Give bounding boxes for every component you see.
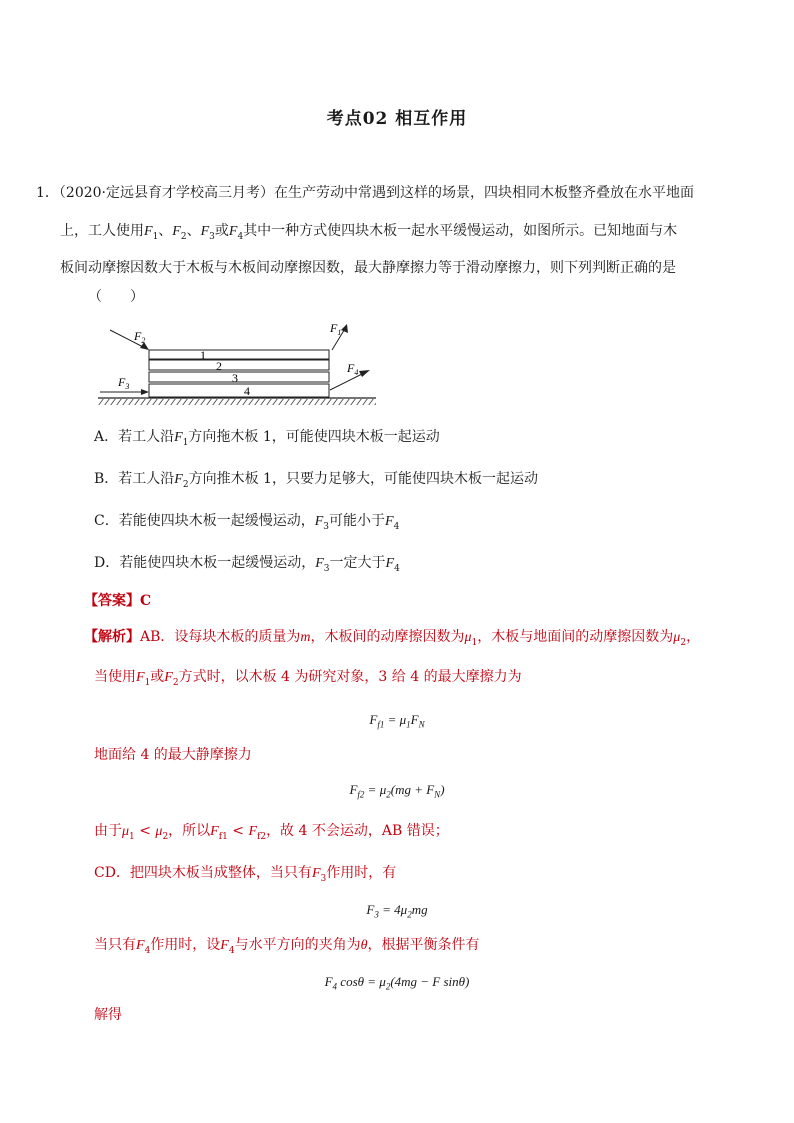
analysis-line-5: CD．把四块木板当成整体，当只有$F_3$作用时，有 bbox=[94, 865, 397, 884]
force-f3-arrowhead bbox=[141, 389, 149, 395]
analysis-line-4: 由于$\mu_1 < \mu_2$，所以$F_{f1} < F_{f2}$，故 4 不会运动，AB 错误； bbox=[94, 823, 449, 842]
force-f1-label: $F_1$ bbox=[330, 321, 342, 337]
equation-2: $F_{f2} = \mu_2(mg + F_N)$ bbox=[349, 782, 445, 800]
analysis-line-7: 解得 bbox=[94, 1007, 122, 1023]
equation-1: $F_{f1} = \mu_1F_N$ bbox=[369, 712, 425, 730]
question-line-1: 1．（2020·定远县育才学校高三月考）在生产劳动中常遇到这样的场景，四块相同木板整齐叠放在水平地面 bbox=[36, 185, 695, 201]
force-f2-label: $F_2$ bbox=[134, 329, 146, 345]
board-2 bbox=[149, 360, 329, 370]
board-3 bbox=[149, 372, 329, 382]
answer-blank: （ ） bbox=[88, 289, 144, 305]
question-line-2: 上，工人使用$F_1$、$F_2$、$F_3$或$F_4$其中一种方式使四块木板一起水平缓慢运动，如图所示。已知地面与木 bbox=[60, 223, 678, 242]
board-label-3: 3 bbox=[232, 371, 238, 385]
force-f1-arrowhead bbox=[341, 324, 348, 333]
equation-3: $F_3 = 4\mu_2mg$ bbox=[366, 902, 428, 920]
force-f4-label: $F_4$ bbox=[347, 361, 359, 377]
force-f4-arrowhead bbox=[359, 370, 370, 377]
analysis-line-2: 当使用$F_1$或$F_2$方式时，以木板 4 为研究对象，3 给 4 的最大摩擦力为 bbox=[94, 669, 522, 688]
board-label-2: 2 bbox=[216, 359, 222, 373]
board-label-1: 1 bbox=[200, 348, 206, 362]
board-label-4: 4 bbox=[244, 384, 250, 398]
answer-line: 【答案】C bbox=[84, 593, 152, 609]
question-line-3: 板间动摩擦因数大于木板与木板间动摩擦因数，最大静摩擦力等于滑动摩擦力，则下列判断正确的是 bbox=[60, 260, 676, 276]
analysis-line-6: 当只有$F_4$作用时，设$F_4$与水平方向的夹角为θ，根据平衡条件有 bbox=[94, 937, 480, 956]
option-d: D．若能使四块木板一起缓慢运动，$F_3$一定大于$F_4$ bbox=[94, 555, 400, 574]
option-b: B．若工人沿$F_2$方向推木板 1，只要力足够大，可能使四块木板一起运动 bbox=[94, 471, 538, 490]
board-4 bbox=[149, 384, 329, 397]
board-1 bbox=[149, 350, 329, 359]
option-a: A．若工人沿$F_1$方向拖木板 1，可能使四块木板一起运动 bbox=[94, 429, 440, 448]
ground-hatch bbox=[98, 399, 376, 405]
boards-figure bbox=[92, 318, 382, 410]
equation-4: $F_4$ $\cos\theta = \mu_2(4mg - F$ sinθ) bbox=[324, 974, 470, 992]
option-c: C．若能使四块木板一起缓慢运动，$F_3$可能小于$F_4$ bbox=[94, 513, 400, 532]
page-title: 考点02 相互作用 bbox=[326, 109, 468, 129]
analysis-line-3: 地面给 4 的最大静摩擦力 bbox=[94, 747, 252, 763]
force-f3-label: $F_3$ bbox=[118, 375, 130, 391]
analysis-line-1: 【解析】AB．设每块木板的质量为m，木板间的动摩擦因数为$\mu_1$，木板与地面间的动摩擦因数为$\mu_2$， bbox=[84, 629, 701, 648]
